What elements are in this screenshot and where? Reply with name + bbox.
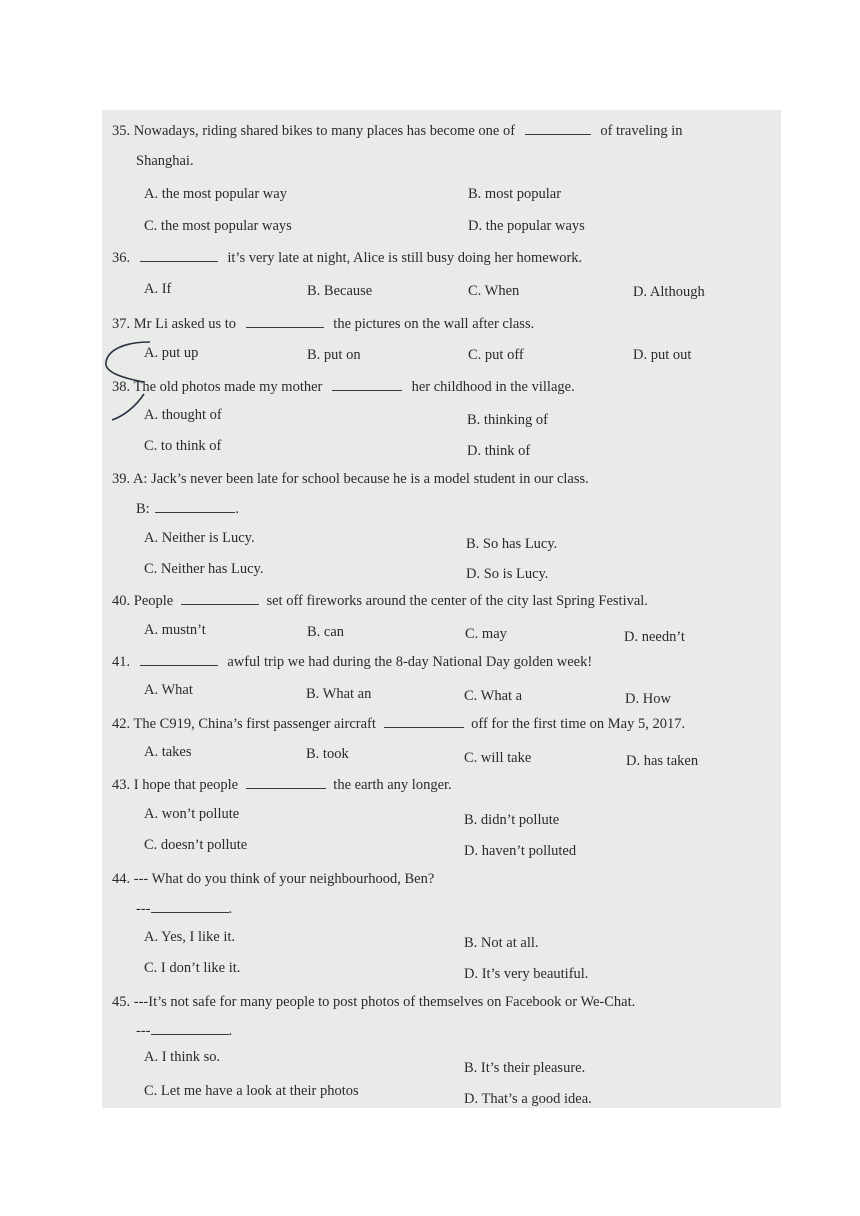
- option-b: B. It’s their pleasure.: [464, 1060, 586, 1076]
- question-text: 35. Nowadays, riding shared bikes to many places has become one of: [112, 123, 516, 139]
- option-c: C. put off: [468, 347, 524, 363]
- answer-blank: [332, 378, 402, 391]
- option-a: A. Neither is Lucy.: [144, 530, 255, 546]
- option-d: D. haven’t polluted: [464, 843, 577, 859]
- option-d: D. has taken: [626, 753, 699, 769]
- question-text: the earth any longer.: [333, 777, 452, 793]
- answer-blank: [246, 315, 324, 328]
- pen-mark-icon: [102, 338, 162, 438]
- question-text: 41.: [112, 654, 131, 670]
- option-c: C. will take: [464, 750, 532, 766]
- question-text: 44. --- What do you think of your neighbourhood, Ben?: [112, 871, 435, 887]
- option-c: C. doesn’t pollute: [144, 837, 248, 853]
- option-c: C. to think of: [144, 438, 222, 454]
- option-a: A. mustn’t: [144, 622, 206, 638]
- option-b: B. What an: [306, 686, 372, 702]
- option-c: C. I don’t like it.: [144, 960, 241, 976]
- answer-blank: [155, 500, 235, 513]
- option-d: D. Although: [633, 284, 705, 300]
- option-d: D. the popular ways: [468, 218, 585, 234]
- question-text: awful trip we had during the 8-day National Day golden week!: [227, 654, 593, 670]
- option-c: C. may: [465, 626, 507, 642]
- option-a: A. put up: [144, 345, 199, 361]
- option-d: D. How: [625, 691, 671, 707]
- answer-blank: [151, 900, 229, 913]
- question-38: [112, 378, 575, 396]
- option-d: D. put out: [633, 347, 692, 363]
- option-b: B. So has Lucy.: [466, 536, 558, 552]
- question-text: her childhood in the village.: [411, 379, 575, 395]
- question-text: it’s very late at night, Alice is still busy doing her homework.: [227, 250, 583, 266]
- punctuation: .: [235, 501, 239, 517]
- option-c: C. What a: [464, 688, 523, 704]
- option-b: B. took: [306, 746, 349, 762]
- option-a: A. thought of: [144, 407, 222, 423]
- option-c: C. Let me have a look at their photos: [144, 1083, 359, 1099]
- question-text: 39. A: Jack’s never been late for school because he is a model student in our class.: [112, 471, 589, 487]
- option-a: A. If: [144, 281, 172, 297]
- question-text: set off fireworks around the center of the city last Spring Festival.: [266, 593, 648, 609]
- answer-blank: [140, 653, 218, 666]
- option-b: B. didn’t pollute: [464, 812, 560, 828]
- question-text: 40. People: [112, 593, 174, 609]
- question-45-continued: [136, 1022, 232, 1040]
- question-text: the pictures on the wall after class.: [333, 316, 535, 332]
- dialogue-dash: ---: [136, 901, 151, 917]
- option-d: D. So is Lucy.: [466, 566, 549, 582]
- question-45: [112, 994, 635, 1011]
- option-b: B. most popular: [468, 186, 562, 202]
- answer-blank: [181, 592, 259, 605]
- option-d: D. It’s very beautiful.: [464, 966, 589, 982]
- option-a: A. I think so.: [144, 1049, 221, 1065]
- question-42: [112, 715, 685, 733]
- speaker-label: B:: [136, 501, 150, 517]
- question-text: 36.: [112, 250, 131, 266]
- option-d: D. That’s a good idea.: [464, 1091, 592, 1107]
- option-d: D. needn’t: [624, 629, 685, 645]
- question-39-continued: [136, 500, 239, 518]
- question-text: off for the first time on May 5, 2017.: [471, 716, 686, 732]
- option-c: C. the most popular ways: [144, 218, 292, 234]
- option-a: A. takes: [144, 744, 192, 760]
- question-text: 45. ---It’s not safe for many people to post photos of themselves on Facebook or We-Chat.: [112, 994, 636, 1010]
- question-text: 43. I hope that people: [112, 777, 239, 793]
- option-a: A. won’t pollute: [144, 806, 240, 822]
- option-b: B. put on: [307, 347, 361, 363]
- answer-blank: [151, 1022, 229, 1035]
- question-44: [112, 871, 434, 888]
- answer-blank: [246, 776, 326, 789]
- option-a: A. Yes, I like it.: [144, 929, 236, 945]
- question-text: 37. Mr Li asked us to: [112, 316, 237, 332]
- answer-blank: [384, 715, 464, 728]
- question-35: [112, 122, 682, 140]
- question-44-continued: [136, 900, 232, 918]
- punctuation: .: [228, 1023, 233, 1039]
- option-c: C. When: [468, 283, 520, 299]
- exam-sheet: [102, 110, 781, 1108]
- question-text: 38. The old photos made my mother: [112, 379, 323, 395]
- question-text: 42. The C919, China’s first passenger aircraft: [112, 716, 376, 732]
- dialogue-dash: ---: [136, 1023, 151, 1039]
- option-c: C. Neither has Lucy.: [144, 561, 264, 577]
- option-d: D. think of: [467, 443, 531, 459]
- question-41: [112, 653, 592, 671]
- question-43: [112, 776, 452, 794]
- answer-blank: [140, 249, 218, 262]
- question-35-continued: Shanghai.: [136, 153, 194, 169]
- option-a: A. the most popular way: [144, 186, 287, 202]
- question-37: [112, 315, 534, 333]
- option-b: B. Not at all.: [464, 935, 539, 951]
- option-b: B. can: [307, 624, 345, 640]
- punctuation: .: [228, 901, 233, 917]
- option-b: B. Because: [307, 283, 373, 299]
- question-40: [112, 592, 648, 610]
- question-36: [112, 249, 582, 267]
- question-text: of traveling in: [600, 123, 683, 139]
- answer-blank: [525, 122, 591, 135]
- question-39: [112, 471, 589, 488]
- option-a: A. What: [144, 682, 193, 698]
- option-b: B. thinking of: [467, 412, 548, 428]
